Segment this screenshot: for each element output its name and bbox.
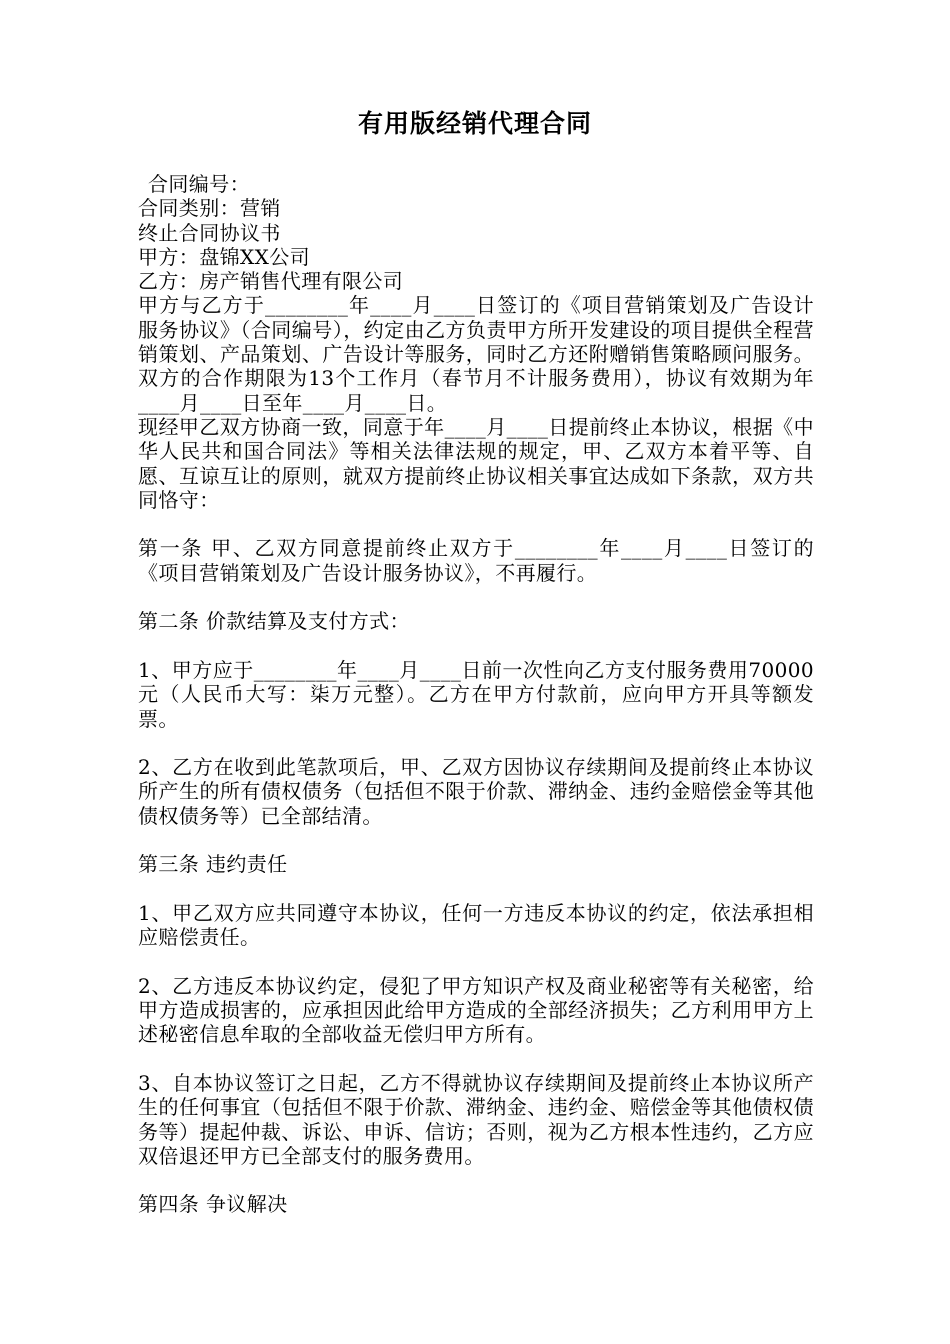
paragraph-gap	[138, 512, 814, 536]
article-3-item-2: 2、乙方违反本协议约定，侵犯了甲方知识产权及商业秘密等有关秘密，给甲方造成损害的，应承担因此给甲方造成的全部经济损失；乙方利用甲方上述秘密信息牟取的全部收益无偿归甲方所有。	[138, 973, 814, 1047]
party-a-line: 甲方：盘锦XX公司	[138, 244, 311, 269]
paragraph-gap	[138, 634, 814, 658]
intro-paragraph-2: 现经甲乙双方协商一致，同意于年____月____日提前终止本协议，根据《中华人民共和国合同法》等相关法律法规的规定，甲、乙双方本着平等、自愿、互谅互让的原则，就双方提前终止协议相关事宜达成如下条款，双方共同恪守：	[138, 414, 814, 512]
paragraph-gap	[138, 828, 814, 852]
article-2-heading: 第二条 价款结算及支付方式：	[138, 609, 410, 634]
party-b-line: 乙方：房产销售代理有限公司	[138, 269, 404, 294]
contract-number-line: 合同编号：	[148, 172, 250, 196]
document-title: 有用版经销代理合同	[357, 109, 592, 138]
article-2-item-2: 2、乙方在收到此笔款项后，甲、乙双方因协议存续期间及提前终止本协议所产生的所有债权债务（包括但不限于价款、滞纳金、违约金赔偿金等其他债权债务等）已全部结清。	[138, 755, 814, 828]
paragraph-gap	[138, 1047, 814, 1071]
article-3-item-3: 3、自本协议签订之日起，乙方不得就协议存续期间及提前终止本协议所产生的任何事宜（包括但不限于价款、滞纳金、违约金、赔偿金等其他债权债务等）提起仲裁、诉讼、申诉、信访；否则，视为乙方根本性违约，乙方应双倍退还甲方已全部支付的服务费用。	[138, 1070, 814, 1168]
paragraph-gap	[138, 1168, 814, 1192]
paragraph-gap	[138, 877, 814, 901]
document-body	[138, 172, 814, 1217]
paragraph-gap	[138, 585, 814, 609]
article-2-item-1: 1、甲方应于________年____月____日前一次性向乙方支付服务费用70000元（人民币大写：柒万元整）。乙方在甲方付款前，应向甲方开具等额发票。	[138, 657, 814, 731]
paragraph-gap	[138, 731, 814, 755]
article-1: 第一条 甲、乙双方同意提前终止双方于________年____月____日签订的《项目营销策划及广告设计服务协议》，不再履行。	[138, 536, 814, 585]
paragraph-gap	[138, 950, 814, 974]
intro-paragraph-1: 甲方与乙方于________年____月____日签订的《项目营销策划及广告设计服务协议》（合同编号），约定由乙方负责甲方所开发建设的项目提供全程营销策划、产品策划、广告设计等服务，同时乙方还附赠销售策略顾问服务。双方的合作期限为13个工作月（春节月不计服务费用），协议有效期为年____月____日至年____月____日。	[138, 293, 814, 415]
agreement-name-line: 终止合同协议书	[138, 220, 281, 245]
contract-category-line: 合同类别：营销	[138, 196, 281, 221]
article-3-item-1: 1、甲乙双方应共同遵守本协议，任何一方违反本协议的约定，依法承担相应赔偿责任。	[138, 900, 814, 950]
article-3-heading: 第三条 违约责任	[138, 852, 288, 877]
article-4-heading: 第四条 争议解决	[138, 1192, 288, 1217]
